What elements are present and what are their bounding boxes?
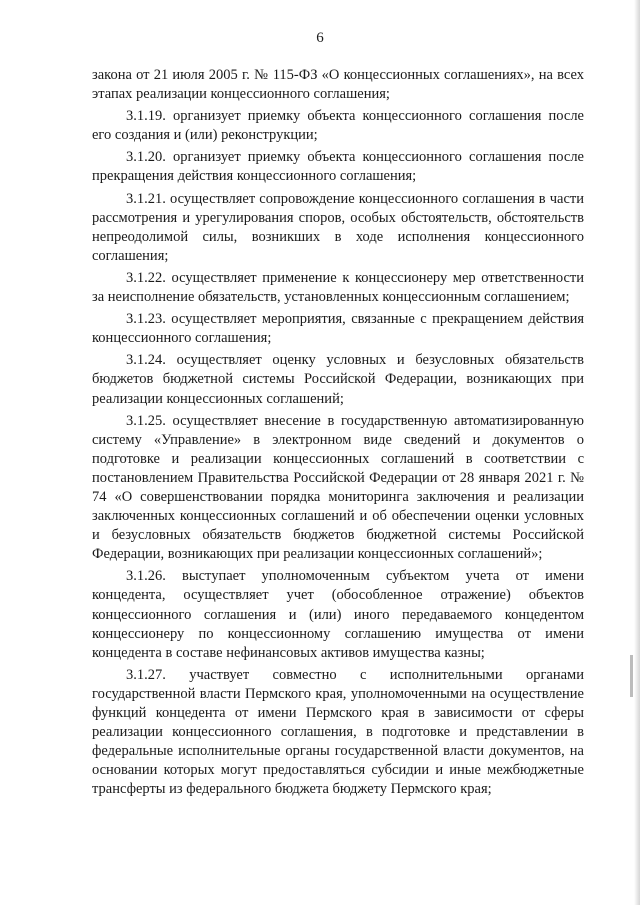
- paragraph-3-1-19: 3.1.19. организует приемку объекта концессионного соглашения после его создания и (или) реконструкции;: [92, 108, 584, 144]
- scan-edge-shadow: [634, 0, 640, 905]
- paragraph-3-1-26: 3.1.26. выступает уполномоченным субъектом учета от имени концедента, осуществляет учет (обособленное отражение) объектов концессионного соглашения и (или) иного передаваемого концедентом концессионеру по концессионному соглашению имущества от имени концедента в составе нефинансовых активов имущества казны;: [92, 568, 584, 661]
- paragraph-continuation: закона от 21 июля 2005 г. № 115-ФЗ «О концессионных соглашениях», на всех этапах реализации концессионного соглашения;: [92, 67, 584, 103]
- paragraph-3-1-22: 3.1.22. осуществляет применение к концессионеру мер ответственности за неисполнение обязательств, установленных концессионным соглашением;: [92, 269, 584, 306]
- paragraph-3-1-23: 3.1.23. осуществляет мероприятия, связанные с прекращением действия концессионного соглашения;: [92, 311, 584, 347]
- page-number: 6: [316, 30, 324, 46]
- document-body: [92, 66, 584, 802]
- scan-artifact: [630, 655, 633, 697]
- paragraph-3-1-20: 3.1.20. организует приемку объекта концессионного соглашения после прекращения действия концессионного соглашения;: [92, 149, 584, 185]
- paragraph-3-1-27: 3.1.27. участвует совместно с исполнительными органами государственной власти Пермского края, уполномоченными на осуществление функций концедента от имени Пермского края в зависимости от сферы реализации концессионного соглашения, в подготовке и представлении в федеральные исполнительные органы государственной власти документов, на основании которых могут предоставляться субсидии и иные межбюджетные трансферты из федерального бюджета бюджету Пермского края;: [92, 666, 584, 798]
- paragraph-3-1-24: 3.1.24. осуществляет оценку условных и безусловных обязательств бюджетов бюджетной системы Российской Федерации, возникающих при реализации концессионных соглашений;: [92, 352, 584, 407]
- paragraph-3-1-21: 3.1.21. осуществляет сопровождение концессионного соглашения в части рассмотрения и урегулирования споров, особых обстоятельств, обстоятельств непреодолимой силы, возникших в ходе исполнения концессионного соглашения;: [92, 190, 584, 264]
- paragraph-3-1-25: 3.1.25. осуществляет внесение в государственную автоматизированную систему «Управление» в электронном виде сведений и документов о подготовке и реализации концессионных соглашений в соответствии с постановлением Правительства Российской Федерации от 28 января 2021 г. № 74 «О совершенствовании порядка мониторинга заключения и реализации заключенных концессионных соглашений и об обеспечении оценки условных и безусловных обязательств бюджетов бюджетной системы Российской Федерации, возникающих при реализации концессионных соглашений»;: [92, 412, 584, 563]
